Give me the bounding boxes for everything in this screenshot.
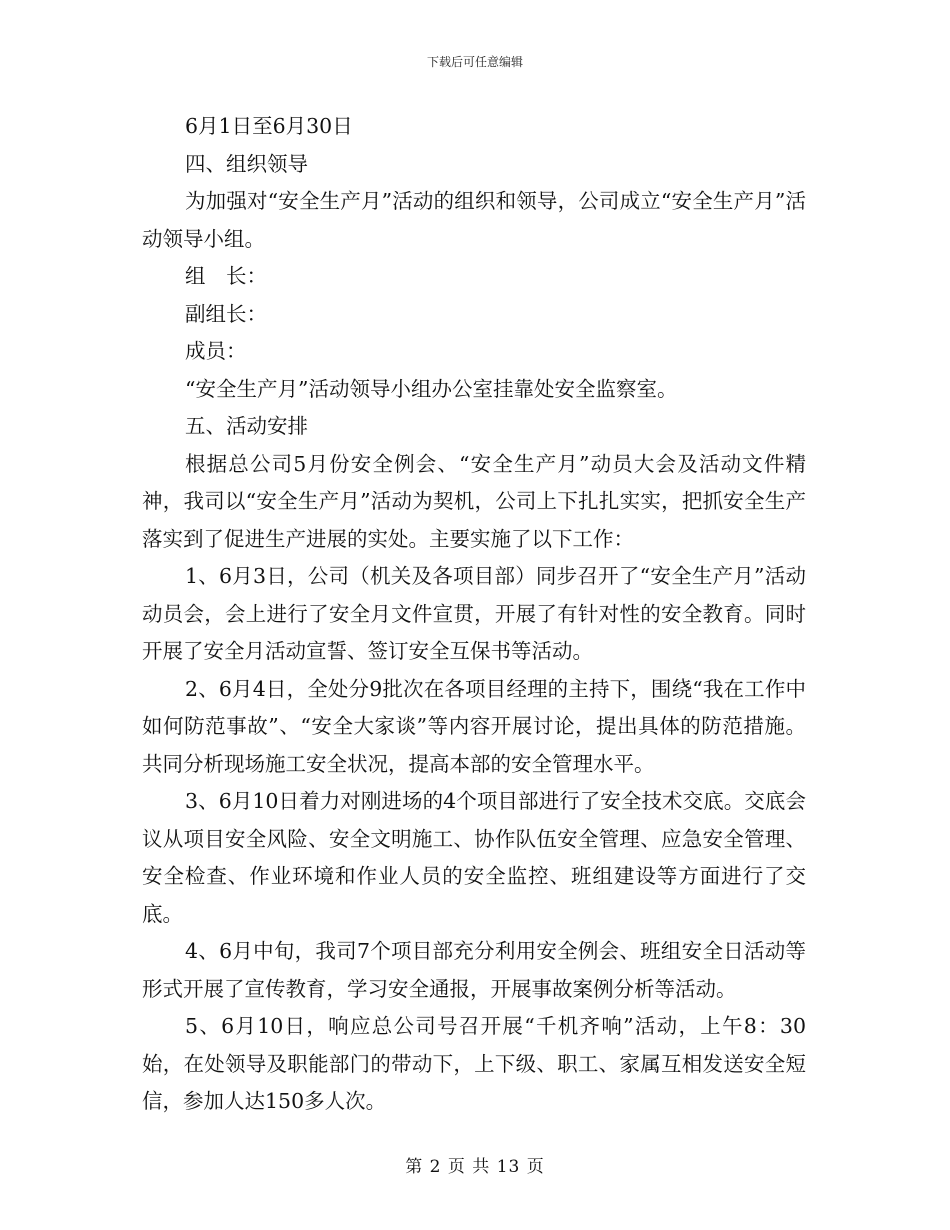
paragraph-item-5: 5、6月10日，响应总公司号召开展“千机齐响”活动，上午8：30始，在处领导及职能部门的带动下，上下级、职工、家属互相发送安全短信，参加人达150多人次。 (142, 1014, 806, 1113)
paragraph-item-1: 1、6月3日，公司（机关及各项目部）同步召开了“安全生产月”活动动员会，会上进行了安全月文件宣贯，开展了有针对性的安全教育。同时开展了安全月活动宣誓、签订安全互保书等活动。 (142, 564, 806, 663)
paragraph-leadership-group: 为加强对“安全生产月”活动的组织和领导，公司成立“安全生产月”活动领导小组。 (142, 189, 806, 251)
paragraph-activities-intro: 根据总公司5月份安全例会、“安全生产月”动员大会及活动文件精神，我司以“安全生产月”活动为契机，公司上下扎扎实实，把抓安全生产落实到了促进生产进展的实处。主要实施了以下工作： (142, 451, 806, 551)
page-header: 下载后可任意编辑 (426, 55, 523, 69)
page-number-footer: 第 2 页 共 13 页 (405, 1157, 545, 1177)
section-heading-activities: 五、活动安排 (185, 414, 308, 438)
paragraph-item-2: 2、6月4日，全处分9批次在各项目经理的主持下，围绕“我在工作中如何防范事故”、“安全大家谈”等内容开展讨论，提出具体的防范措施。共同分析现场施工安全状况，提高本部的安全管理水平。 (142, 676, 806, 776)
paragraph-group-leader: 组 长： (185, 264, 267, 288)
paragraph-date-range: 6月1日至6月30日 (185, 114, 353, 138)
paragraph-deputy-leader: 副组长： (185, 301, 267, 326)
paragraph-item-4: 4、6月中旬，我司7个项目部充分利用安全例会、班组安全日活动等形式开展了宣传教育，学习安全通报，开展事故案例分析等活动。 (142, 939, 806, 1001)
section-heading-organization: 四、组织领导 (185, 151, 308, 176)
paragraph-members: 成员： (185, 339, 247, 363)
paragraph-office: “安全生产月”活动领导小组办公室挂靠处安全监察室。 (185, 376, 678, 401)
paragraph-item-3: 3、6月10日着力对刚进场的4个项目部进行了安全技术交底。交底会议从项目安全风险、安全文明施工、协作队伍安全管理、应急安全管理、安全检查、作业环境和作业人员的安全监控、班组建设等方面进行了交底。 (142, 789, 806, 926)
document-body (142, 108, 806, 1121)
